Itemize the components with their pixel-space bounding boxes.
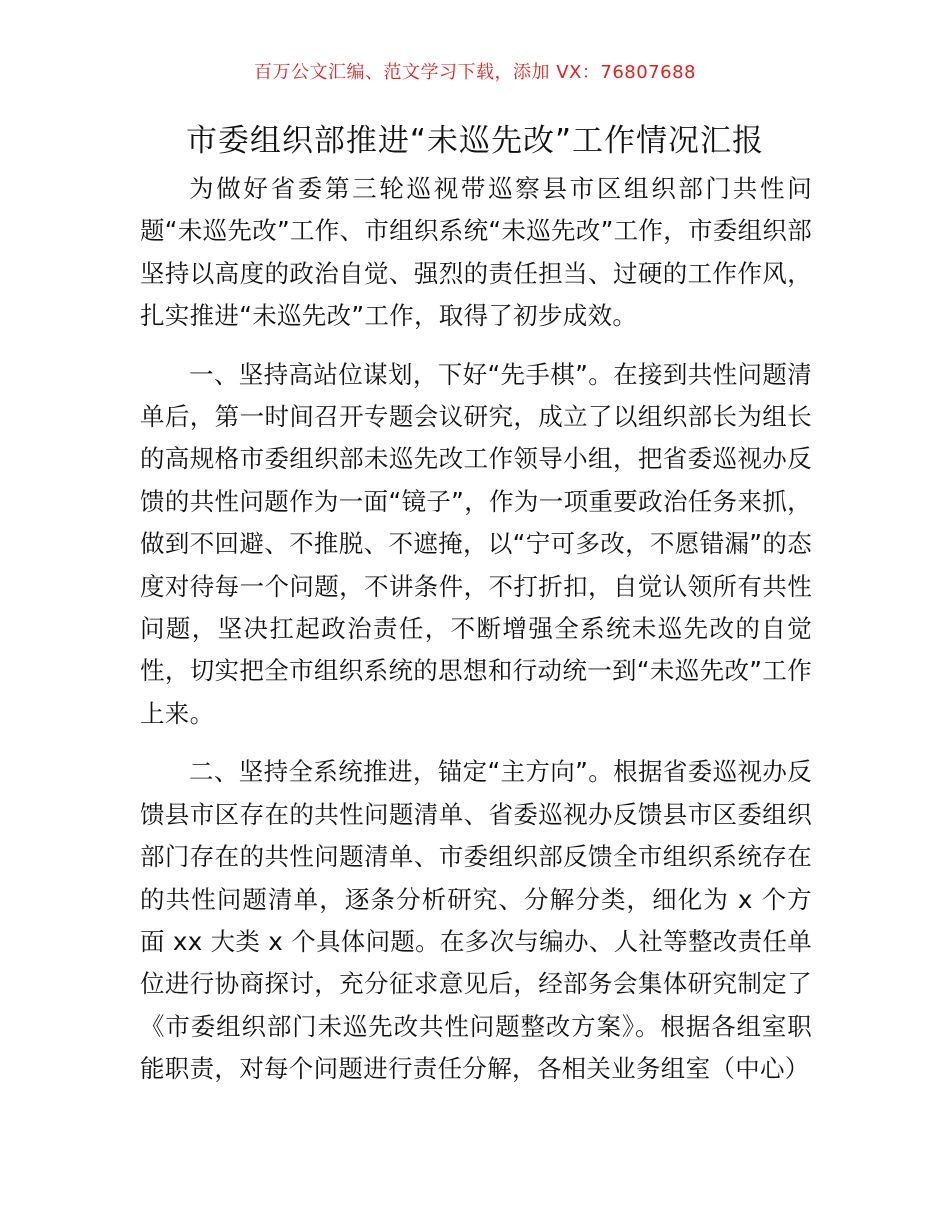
paragraph-section-one: 一、坚持高站位谋划，下好“先手棋”。在接到共性问题清单后，第一时间召开专题会议研究，成立了以组织部长为组长的高规格市委组织部未巡先改工作领导小组，把省委巡视办反馈的共性问题作为一面“镜子”，作为一项重要政治任务来抓，做到不回避、不推脱、不遮掩，以“宁可多改，不愿错漏”的态度对待每一个问题，不讲条件，不打折扣，自觉认领所有共性问题，坚决扛起政治责任，不断增强全系统未巡先改的自觉性，切实把全市组织系统的思想和行动统一到“未巡先改”工作上来。	[140, 359, 812, 728]
paragraph-intro: 为做好省委第三轮巡视带巡察县市区组织部门共性问题“未巡先改”工作、市组织系统“未巡先改”工作，市委组织部坚持以高度的政治自觉、强烈的责任担当、过硬的工作作风，扎实推进“未巡先改”工作，取得了初步成效。	[140, 174, 812, 331]
document-title: 市委组织部推进“未巡先改”工作情况汇报	[185, 123, 765, 159]
paragraph-section-two: 二、坚持全系统推进，锚定“主方向”。根据省委巡视办反馈县市区存在的共性问题清单、省委巡视办反馈县市区委组织部门存在的共性问题清单、市委组织部反馈全市组织系统存在的共性问题清单，逐条分析研究、分解分类，细化为 x 个方面 xx 大类 x 个具体问题。在多次与编办、人社等整改责任单位进行协商探讨，充分征求意见后，经部务会集体研究制定了《市委组织部门未巡先改共性问题整改方案》。根据各组室职能职责，对每个问题进行责任分解，各相关业务组室（中心）	[140, 757, 812, 1084]
document-body	[140, 168, 812, 1107]
header-banner: 百万公文汇编、范文学习下载，添加 VX：76807688	[254, 62, 696, 83]
